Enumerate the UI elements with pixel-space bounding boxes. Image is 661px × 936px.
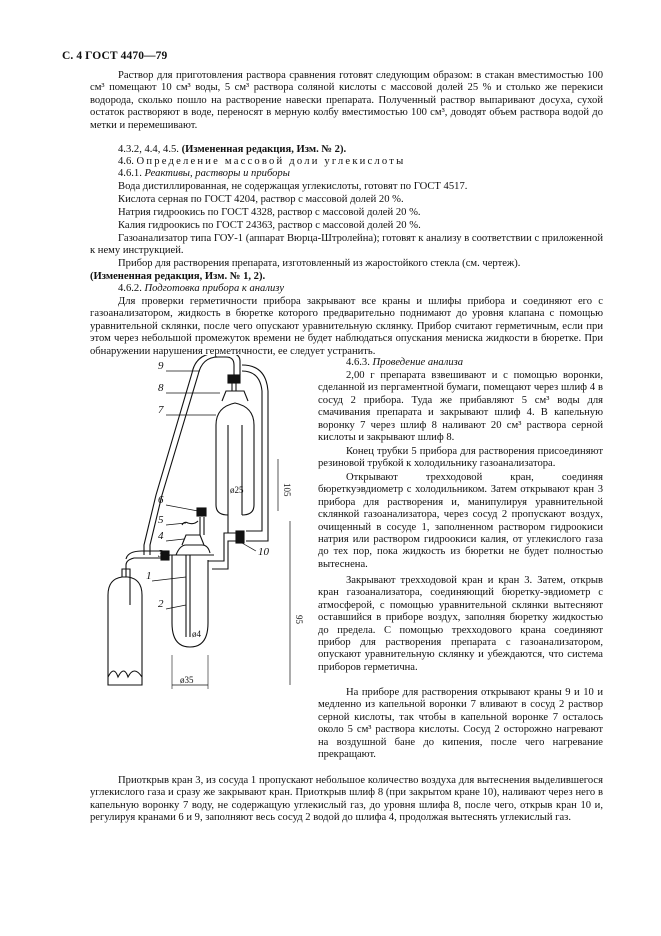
label-6: 6	[158, 494, 164, 506]
apparatus-figure	[90, 355, 315, 695]
stopcock-10	[236, 531, 244, 543]
section-title: Проведение анализа	[372, 357, 464, 368]
joint-8	[222, 391, 248, 401]
paragraph-4-3-2	[118, 144, 346, 156]
dim-d25: ø25	[230, 485, 244, 495]
reagent-potassium-hydroxide: Калия гидроокись по ГОСТ 24363, раствор с массовой долей 20 %.	[118, 220, 421, 231]
label-3: 3	[158, 548, 164, 560]
label-5: 5	[158, 514, 164, 526]
section-4-6-2-heading	[118, 283, 284, 295]
reagent-sodium-hydroxide: Натрия гидроокись по ГОСТ 4328, раствор с массовой долей 20 %.	[118, 207, 421, 218]
paragraph-analysis-3: Открывают трехходовой кран, соединяя бюреткуэвдиометр с холодильником. Затем открывают кран 3 прибора для растворения и, манипулируя уравнительной склянкой газоанализатора, через сосуд 2 пропускают воздух, очищенный в сосуде 1, заполненном раствором гидроокиси натрия или раствором гидроокиси калия, от углекислого газа до тех пор, пока жидкость из бюретки не будет полностью вытеснена.	[318, 472, 603, 570]
paragraph-gas-analyzer: Газоанализатор типа ГОУ-1 (аппарат Вюрца-Штролейна); готовят к анализу в соответствии с приложенной к нему инструкцией.	[90, 233, 603, 257]
dim-95: 95	[294, 615, 304, 624]
label-8: 8	[158, 382, 164, 394]
section-number: 4.3.2, 4.4, 4.5.	[118, 144, 179, 155]
section-number: 4.6.	[118, 156, 134, 167]
paragraph-analysis-4: Закрывают трехходовой кран и кран 3. Затем, открыв кран газоанализатора, соединяющий бюретку-эвдиометр с атмосферой, с помощью уравнительной склянки вытесняют оставшийся в приборе воздух, заполняя бюретку жидкостью до предела. С помощью трехходового крана соединяют прибор для растворения препарата с газоанализатором, опускают уравнительную склянку и убеждаются, что система приборов герметична.	[318, 575, 603, 673]
page-header: С. 4 ГОСТ 4470—79	[62, 50, 168, 62]
paragraph-reference-solution: Раствор для приготовления раствора сравнения готовят следующим образом: в стакан вместимостью 100 см³ помещают 10 см³ воды, 5 см³ раствора соляной кислоты с массовой долей 25 % и столько же перекиси водорода, сколько пошло на растворение навески препарата. Полученный раствор выпаривают досуха, сухой остаток растворяют в воде, переносят в мерную колбу вместимостью 100 см³, доводят объем раствора водой до метки и перемешивают.	[90, 70, 603, 131]
amendment-note: (Измененная редакция, Изм. № 2).	[181, 144, 347, 155]
section-number: 4.6.2.	[118, 283, 142, 294]
joint-4	[182, 535, 204, 545]
label-9: 9	[158, 360, 164, 372]
stopcock-6	[197, 508, 206, 516]
label-1: 1	[146, 570, 152, 582]
reagent-water: Вода дистиллированная, не содержащая углекислоты, готовят по ГОСТ 4517.	[118, 181, 468, 192]
paragraph-analysis-5: На приборе для растворения открывают краны 9 и 10 и медленно из капельной воронки 7 вливают в сосуд 2 раствор серной кислоты, так чтобы в капельной воронке 7 осталось около 5 см³ раствора кислоты. Сосуд 2 осторожно нагревают на воздушной бане до кипения, после чего нагревание прекращают.	[318, 687, 603, 761]
flask-1	[108, 577, 142, 685]
section-4-6-1-heading	[118, 168, 290, 180]
section-title: Определение массовой доли углекислоты	[136, 156, 406, 167]
section-number: 4.6.1.	[118, 168, 142, 179]
reagent-sulfuric-acid: Кислота серная по ГОСТ 4204, раствор с массовой долей 20 %.	[118, 194, 404, 205]
dim-105: 105	[282, 483, 292, 497]
label-4: 4	[158, 530, 164, 542]
label-7: 7	[158, 404, 164, 416]
section-4-6-heading	[118, 156, 405, 168]
dim-d4: ø4	[192, 629, 201, 639]
section-title: Реактивы, растворы и приборы	[144, 168, 290, 179]
label-2: 2	[158, 598, 164, 610]
section-number: 4.6.3.	[346, 357, 370, 368]
funnel-7	[228, 425, 242, 533]
paragraph-preparation: Для проверки герметичности прибора закрывают все краны и шлифы прибора и соединяют его с газоанализатором, жидкость в бюретке которого предварительно поднимают до уровня клапана с помощью уравнительной склянки, после чего опускают уравнительную склянку. Прибор считают герметичным, если при этом через небольшой промежуток времени не будет наблюдаться опускания мениска жидкости в бюретке. При обнаружении нарушения герметичности, ее следует устранить.	[90, 296, 603, 357]
section-title: Подготовка прибора к анализу	[144, 283, 285, 294]
paragraph-device: Прибор для растворения препарата, изготовленный из жаростойкого стекла (см. чертеж).	[118, 258, 521, 269]
paragraph-analysis-2: Конец трубки 5 прибора для растворения присоединяют резиновой трубкой к холодильнику газоанализатора.	[318, 446, 603, 470]
paragraph-analysis-1: 2,00 г препарата взвешивают и с помощью воронки, сделанной из пергаментной бумаги, помещают через шлиф 4 в сосуд 2 прибора. Туда же прибавляют 5 см³ воды для смачивания препарата и закрывают шлиф 4. В капельную воронку 7 через шлиф 8 наливают 20 см³ раствора серной кислоты и закрывают шлиф 8.	[318, 370, 603, 444]
dim-d35: ø35	[180, 675, 194, 685]
stopcock-9	[228, 375, 240, 383]
paragraph-final: Приоткрыв кран 3, из сосуда 1 пропускают небольшое количество воздуха для вытеснения выделившегося углекислого газа и сразу же закрывают кран. Приоткрыв шлиф 8 (при закрытом кране 10), наливают через него в капельную воронку 7 воду, не содержащую углекислый газ, до уровня шлифа 8, после чего, открыв кран 10 и, регулируя кранами 6 и 9, заполняют весь сосуд 2 водой до шлифа 4, продолжая вытеснять углекислый газ.	[90, 775, 603, 824]
amendment-note-2: (Измененная редакция, Изм. № 1, 2).	[90, 271, 266, 282]
section-4-6-3-heading	[346, 357, 463, 369]
label-10: 10	[258, 546, 269, 558]
